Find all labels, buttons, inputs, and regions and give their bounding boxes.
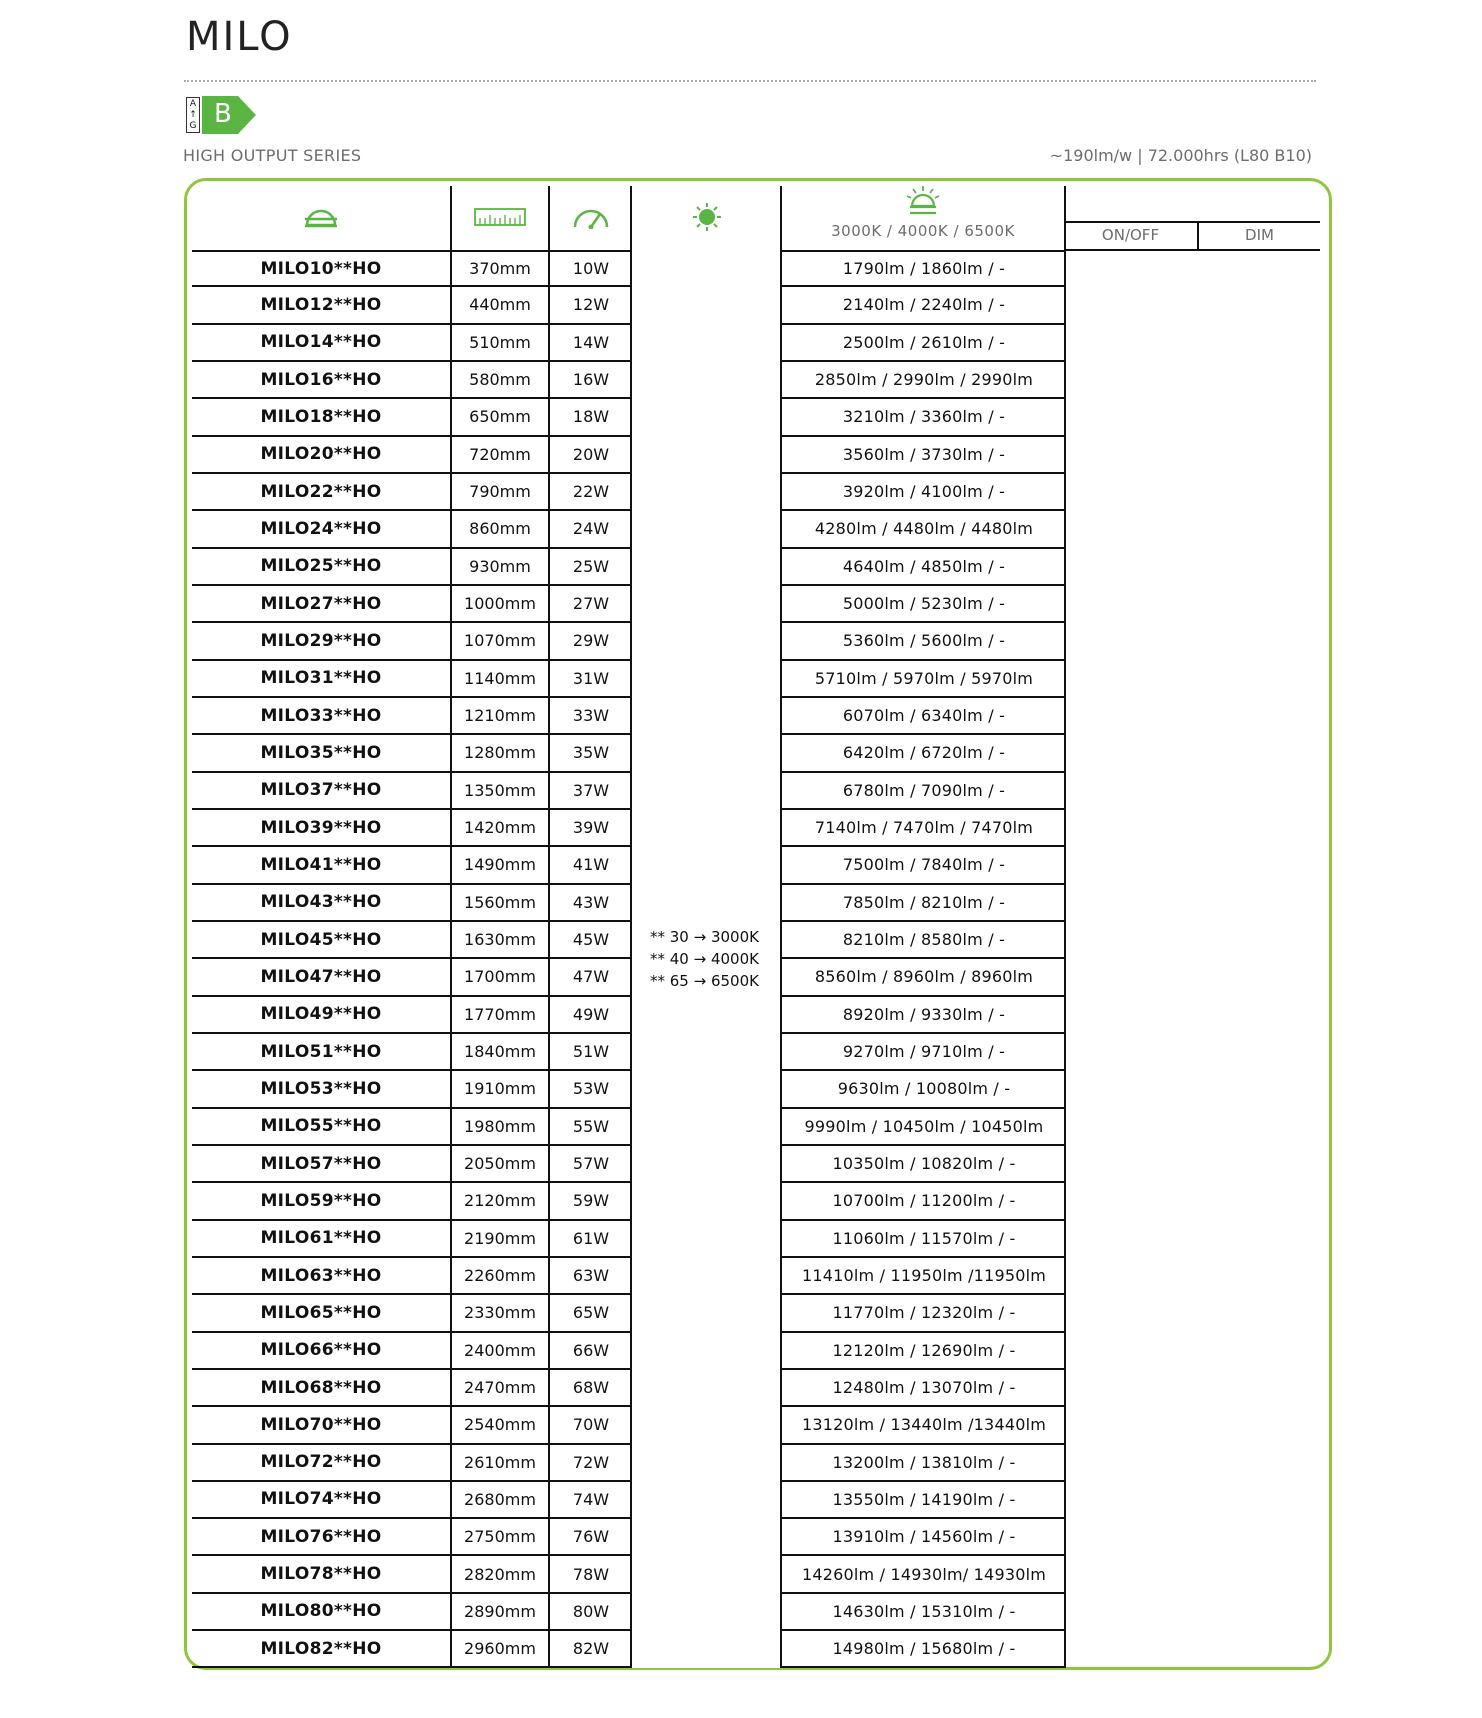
power-cell: 25W <box>572 556 610 576</box>
table-row <box>192 1071 1066 1108</box>
model-cell: MILO33**HO <box>260 705 382 726</box>
power-cell: 33W <box>572 706 610 726</box>
table-row <box>192 1333 1066 1370</box>
efficiency-info: ~190lm/w | 72.000hrs (L80 B10) <box>1049 146 1312 165</box>
lumen-cell: 2850lm / 2990lm / 2990lm <box>814 370 1034 390</box>
lumen-cell: 10350lm / 10820lm / - <box>832 1154 1016 1174</box>
lumen-cell: 14980lm / 15680lm / - <box>832 1639 1016 1659</box>
table-row <box>192 661 1066 698</box>
length-cell: 2120mm <box>464 1191 536 1211</box>
control-header-rule <box>1064 249 1320 251</box>
table-row <box>192 735 1066 772</box>
length-cell: 1980mm <box>464 1116 536 1136</box>
lumen-cell: 14630lm / 15310lm / - <box>832 1601 1016 1621</box>
length-cell: 2050mm <box>464 1154 536 1174</box>
length-cell: 2260mm <box>464 1266 536 1286</box>
table-row <box>192 586 1066 623</box>
power-cell: 47W <box>572 967 610 987</box>
lumen-cell: 2140lm / 2240lm / - <box>842 295 1006 315</box>
lumen-header-label: 3000K / 4000K / 6500K <box>831 222 1015 240</box>
length-cell: 2400mm <box>464 1340 536 1360</box>
power-cell: 37W <box>572 780 610 800</box>
model-cell: MILO80**HO <box>260 1601 382 1622</box>
lumen-cell: 6420lm / 6720lm / - <box>842 743 1006 763</box>
power-cell: 80W <box>572 1601 610 1621</box>
length-cell: 2610mm <box>464 1452 536 1472</box>
length-cell: 720mm <box>469 444 531 464</box>
table-row <box>192 959 1066 996</box>
power-cell: 10W <box>572 259 610 279</box>
control-dim-label: DIM <box>1245 226 1274 244</box>
power-cell: 57W <box>572 1154 610 1174</box>
length-cell: 1420mm <box>464 818 536 838</box>
table-row <box>192 1556 1066 1593</box>
length-cell: 2960mm <box>464 1639 536 1659</box>
lumen-cell: 9270lm / 9710lm / - <box>842 1042 1006 1062</box>
table-row <box>192 1631 1066 1668</box>
length-cell: 370mm <box>469 259 531 279</box>
cct-code-note <box>650 926 759 992</box>
luminaire-icon <box>303 205 339 229</box>
lumen-cell: 10700lm / 11200lm / - <box>832 1191 1016 1211</box>
lumen-cell: 7140lm / 7470lm / 7470lm <box>814 818 1034 838</box>
cct-note-line: ** 30 → 3000K <box>650 928 759 946</box>
table-row <box>192 437 1066 474</box>
length-cell: 1000mm <box>464 594 536 614</box>
power-cell: 63W <box>572 1266 610 1286</box>
model-cell: MILO41**HO <box>260 854 382 875</box>
column-divider <box>1064 186 1066 1668</box>
length-cell: 1350mm <box>464 780 536 800</box>
power-cell: 20W <box>572 444 610 464</box>
power-cell: 24W <box>572 519 610 539</box>
lumen-cell: 3920lm / 4100lm / - <box>842 482 1006 502</box>
lumen-cell: 8920lm / 9330lm / - <box>842 1004 1006 1024</box>
lumen-cell: 14260lm / 14930lm/ 14930lm <box>801 1564 1047 1584</box>
length-cell: 2330mm <box>464 1303 536 1323</box>
page-title: MILO <box>186 14 293 60</box>
model-cell: MILO57**HO <box>260 1153 382 1174</box>
table-row <box>192 1221 1066 1258</box>
power-header <box>550 186 632 248</box>
table-row <box>192 1183 1066 1220</box>
table-row <box>192 1370 1066 1407</box>
table-row <box>192 623 1066 660</box>
power-cell: 76W <box>572 1527 610 1547</box>
model-cell: MILO59**HO <box>260 1190 382 1211</box>
power-cell: 27W <box>572 594 610 614</box>
table-row <box>192 287 1066 324</box>
energy-label <box>186 96 256 134</box>
model-header <box>192 186 450 248</box>
lumen-cell: 8560lm / 8960lm / 8960lm <box>814 967 1034 987</box>
series-label: HIGH OUTPUT SERIES <box>183 146 362 165</box>
model-cell: MILO78**HO <box>260 1564 382 1585</box>
energy-class: B <box>214 99 232 129</box>
lumen-cell: 9630lm / 10080lm / - <box>837 1079 1011 1099</box>
lumen-cell: 4640lm / 4850lm / - <box>842 556 1006 576</box>
power-cell: 72W <box>572 1452 610 1472</box>
lumen-cell: 9990lm / 10450lm / 10450lm <box>804 1116 1044 1136</box>
table-row <box>192 922 1066 959</box>
power-cell: 59W <box>572 1191 610 1211</box>
power-cell: 16W <box>572 370 610 390</box>
power-cell: 35W <box>572 743 610 763</box>
energy-class-arrow <box>202 96 256 134</box>
power-cell: 45W <box>572 930 610 950</box>
table-row <box>192 325 1066 362</box>
lumen-cell: 3560lm / 3730lm / - <box>842 444 1006 464</box>
model-cell: MILO47**HO <box>260 966 382 987</box>
length-cell: 2540mm <box>464 1415 536 1435</box>
model-cell: MILO39**HO <box>260 817 382 838</box>
length-cell: 1140mm <box>464 668 536 688</box>
table-row <box>192 1519 1066 1556</box>
model-cell: MILO10**HO <box>260 258 382 279</box>
lumen-cell: 13120lm / 13440lm /13440lm <box>801 1415 1047 1435</box>
table-row <box>192 997 1066 1034</box>
length-cell: 1210mm <box>464 706 536 726</box>
table-row <box>192 810 1066 847</box>
model-cell: MILO22**HO <box>260 481 382 502</box>
column-divider <box>780 186 782 1668</box>
power-cell: 55W <box>572 1116 610 1136</box>
lumen-cell: 8210lm / 8580lm / - <box>842 930 1006 950</box>
model-cell: MILO72**HO <box>260 1452 382 1473</box>
power-cell: 49W <box>572 1004 610 1024</box>
cct-note-line: ** 40 → 4000K <box>650 950 759 968</box>
table-row <box>192 362 1066 399</box>
power-cell: 82W <box>572 1639 610 1659</box>
length-cell: 1700mm <box>464 967 536 987</box>
length-cell: 1280mm <box>464 743 536 763</box>
length-cell: 2680mm <box>464 1489 536 1509</box>
model-cell: MILO20**HO <box>260 444 382 465</box>
light-output-icon <box>906 186 940 216</box>
model-cell: MILO43**HO <box>260 892 382 913</box>
title-divider <box>184 80 1316 82</box>
model-cell: MILO49**HO <box>260 1004 382 1025</box>
gauge-icon <box>572 205 610 229</box>
table-row <box>192 399 1066 436</box>
table-row <box>192 1146 1066 1183</box>
table-row <box>192 1109 1066 1146</box>
model-cell: MILO16**HO <box>260 369 382 390</box>
lumen-cell: 13200lm / 13810lm / - <box>832 1452 1016 1472</box>
model-cell: MILO29**HO <box>260 630 382 651</box>
cct-header <box>634 186 780 248</box>
lumen-cell: 6070lm / 6340lm / - <box>842 706 1006 726</box>
lumen-cell: 5360lm / 5600lm / - <box>842 631 1006 651</box>
model-cell: MILO76**HO <box>260 1526 382 1547</box>
power-cell: 39W <box>572 818 610 838</box>
table-row <box>192 1407 1066 1444</box>
lumen-header <box>781 184 1065 248</box>
model-cell: MILO35**HO <box>260 742 382 763</box>
cct-note-line: ** 65 → 6500K <box>650 972 759 990</box>
power-cell: 31W <box>572 668 610 688</box>
length-cell: 1840mm <box>464 1042 536 1062</box>
power-cell: 66W <box>572 1340 610 1360</box>
length-cell: 1070mm <box>464 631 536 651</box>
lumen-cell: 12120lm / 12690lm / - <box>832 1340 1016 1360</box>
model-cell: MILO82**HO <box>260 1638 382 1659</box>
model-cell: MILO68**HO <box>260 1377 382 1398</box>
power-cell: 43W <box>572 892 610 912</box>
length-header <box>452 186 548 248</box>
lumen-cell: 2500lm / 2610lm / - <box>842 332 1006 352</box>
lumen-cell: 11060lm / 11570lm / - <box>832 1228 1016 1248</box>
model-cell: MILO55**HO <box>260 1116 382 1137</box>
model-cell: MILO14**HO <box>260 332 382 353</box>
power-cell: 53W <box>572 1079 610 1099</box>
power-cell: 74W <box>572 1489 610 1509</box>
length-cell: 2750mm <box>464 1527 536 1547</box>
column-divider <box>548 186 550 1668</box>
model-cell: MILO27**HO <box>260 593 382 614</box>
length-cell: 440mm <box>469 295 531 315</box>
table-row <box>192 847 1066 884</box>
lumen-cell: 11770lm / 12320lm / - <box>832 1303 1016 1323</box>
power-cell: 14W <box>572 332 610 352</box>
lumen-cell: 7500lm / 7840lm / - <box>842 855 1006 875</box>
model-cell: MILO66**HO <box>260 1340 382 1361</box>
model-cell: MILO45**HO <box>260 929 382 950</box>
lumen-cell: 13910lm / 14560lm / - <box>832 1527 1016 1547</box>
length-cell: 650mm <box>469 407 531 427</box>
length-cell: 1770mm <box>464 1004 536 1024</box>
length-cell: 930mm <box>469 556 531 576</box>
lumen-cell: 11410lm / 11950lm /11950lm <box>801 1266 1047 1286</box>
table-row <box>192 474 1066 511</box>
table-row <box>192 250 1066 287</box>
table-row <box>192 698 1066 735</box>
ruler-icon <box>474 208 526 226</box>
length-cell: 1560mm <box>464 892 536 912</box>
energy-scale <box>186 97 200 133</box>
length-cell: 790mm <box>469 482 531 502</box>
model-cell: MILO31**HO <box>260 668 382 689</box>
power-cell: 22W <box>572 482 610 502</box>
model-cell: MILO74**HO <box>260 1489 382 1510</box>
table-row <box>192 1034 1066 1071</box>
column-divider <box>450 186 452 1668</box>
power-cell: 65W <box>572 1303 610 1323</box>
model-cell: MILO70**HO <box>260 1414 382 1435</box>
energy-scale-arrow: ↑ <box>189 110 197 120</box>
power-cell: 18W <box>572 407 610 427</box>
length-cell: 510mm <box>469 332 531 352</box>
lumen-cell: 7850lm / 8210lm / - <box>842 892 1006 912</box>
lumen-cell: 1790lm / 1860lm / - <box>842 259 1006 279</box>
column-divider <box>630 186 632 1668</box>
power-cell: 12W <box>572 295 610 315</box>
energy-scale-bottom: G <box>189 121 197 131</box>
length-cell: 1630mm <box>464 930 536 950</box>
table-row <box>192 1295 1066 1332</box>
model-cell: MILO61**HO <box>260 1228 382 1249</box>
lumen-cell: 6780lm / 7090lm / - <box>842 780 1006 800</box>
sun-icon <box>693 203 721 231</box>
model-cell: MILO12**HO <box>260 294 382 315</box>
model-cell: MILO25**HO <box>260 556 382 577</box>
table-row <box>192 885 1066 922</box>
table-row <box>192 1482 1066 1519</box>
lumen-cell: 3210lm / 3360lm / - <box>842 407 1006 427</box>
length-cell: 1910mm <box>464 1079 536 1099</box>
length-cell: 2470mm <box>464 1378 536 1397</box>
length-cell: 2820mm <box>464 1564 536 1584</box>
power-cell: 70W <box>572 1415 610 1435</box>
control-header-rule <box>1064 221 1320 223</box>
power-cell: 29W <box>572 631 610 651</box>
model-cell: MILO53**HO <box>260 1078 382 1099</box>
table-row <box>192 511 1066 548</box>
power-cell: 68W <box>572 1378 610 1397</box>
lumen-cell: 12480lm / 13070lm / - <box>832 1378 1016 1397</box>
table-row <box>192 549 1066 586</box>
lumen-cell: 5710lm / 5970lm / 5970lm <box>814 668 1034 688</box>
length-cell: 860mm <box>469 519 531 539</box>
table-row <box>192 1258 1066 1295</box>
table-row <box>192 1594 1066 1631</box>
length-cell: 2190mm <box>464 1228 536 1248</box>
length-cell: 2890mm <box>464 1601 536 1621</box>
lumen-cell: 13550lm / 14190lm / - <box>832 1489 1016 1509</box>
model-cell: MILO63**HO <box>260 1265 382 1286</box>
length-cell: 580mm <box>469 370 531 390</box>
model-cell: MILO18**HO <box>260 406 382 427</box>
lumen-cell: 5000lm / 5230lm / - <box>842 594 1006 614</box>
product-table <box>192 250 1066 1668</box>
power-cell: 41W <box>572 855 610 875</box>
model-cell: MILO24**HO <box>260 518 382 539</box>
power-cell: 51W <box>572 1042 610 1062</box>
length-cell: 1490mm <box>464 855 536 875</box>
model-cell: MILO51**HO <box>260 1041 382 1062</box>
lumen-cell: 4280lm / 4480lm / 4480lm <box>814 519 1034 539</box>
control-on-off-label: ON/OFF <box>1101 226 1160 244</box>
table-row <box>192 1445 1066 1482</box>
power-cell: 78W <box>572 1564 610 1584</box>
energy-scale-top: A <box>189 99 197 109</box>
model-cell: MILO37**HO <box>260 780 382 801</box>
power-cell: 61W <box>572 1228 610 1248</box>
model-cell: MILO65**HO <box>260 1302 382 1323</box>
table-row <box>192 773 1066 810</box>
